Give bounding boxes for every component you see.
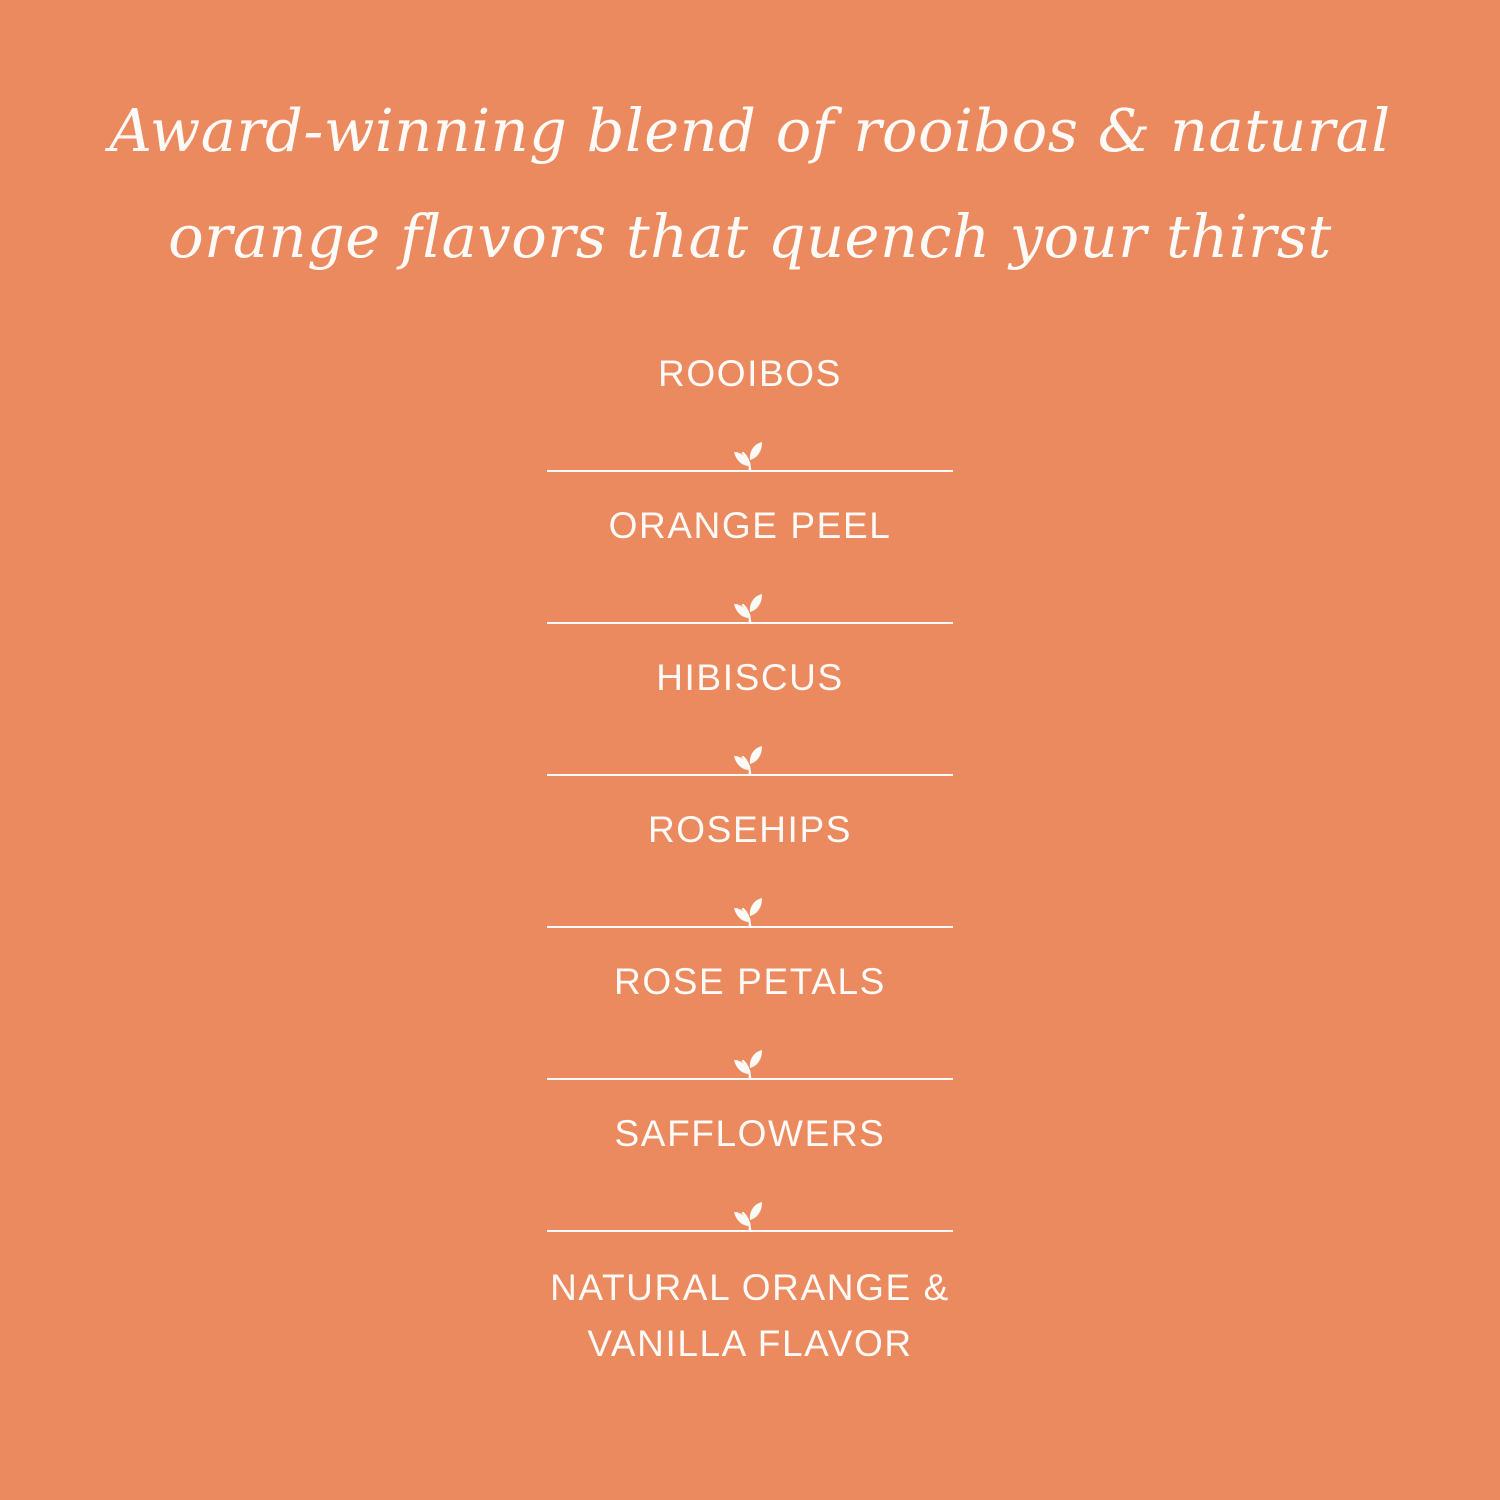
leaf-branch-icon [707,864,793,950]
ingredient-label-line-1: NATURAL ORANGE & [550,1267,950,1308]
ingredient-label-safflowers: SAFFLOWERS [614,1113,886,1154]
headline [0,78,1500,290]
divider-6 [547,1168,953,1254]
divider-3 [547,712,953,798]
ingredient-label-natural-orange-vanilla [550,1260,950,1372]
divider-1 [547,408,953,494]
divider-5 [547,1016,953,1102]
ingredient-label-line-2: VANILLA FLAVOR [587,1323,913,1364]
divider-4 [547,864,953,950]
headline-line-2: orange flavors that quench your thirst [168,202,1332,271]
divider-2 [547,560,953,646]
ingredient-list [0,348,1500,1372]
ingredient-label-hibiscus: HIBISCUS [656,657,844,698]
leaf-branch-icon [707,1016,793,1102]
leaf-branch-icon [707,560,793,646]
ingredient-label-rose-petals: ROSE PETALS [614,961,886,1002]
leaf-branch-icon [707,712,793,798]
ingredient-label-orange-peel: ORANGE PEEL [608,505,892,546]
leaf-branch-icon [707,1168,793,1254]
ingredient-label-rosehips: ROSEHIPS [647,809,852,850]
headline-line-1: Award-winning blend of rooibos & natural [109,96,1391,165]
leaf-branch-icon [707,408,793,494]
ingredient-label-rooibos: ROOIBOS [658,353,842,394]
